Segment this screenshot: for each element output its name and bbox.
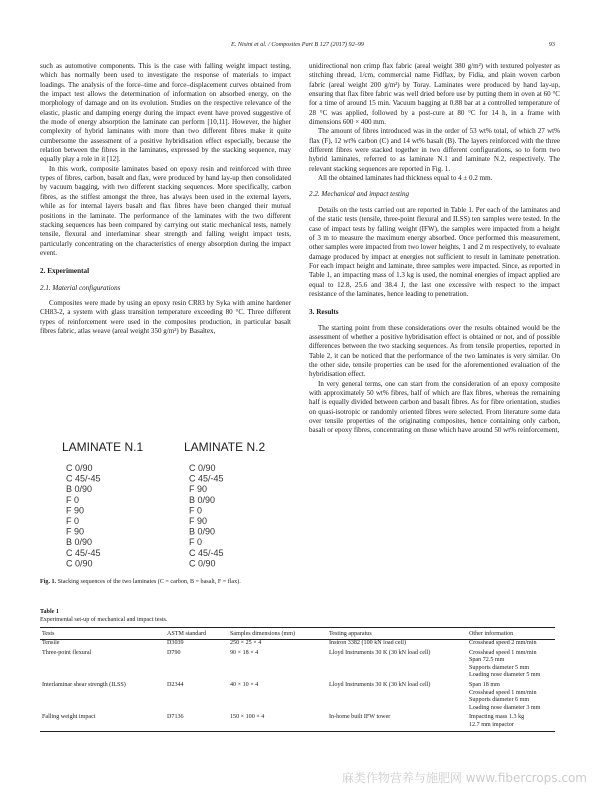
table-cell: D790 <box>167 649 181 656</box>
paragraph: In very general terms, one can start from the consideration of an epoxy composite with approximately 50 wt% fibres, half of which are flax fibres, whereas the remaining half is equally divided between carbon and basalt fibres. As for fibre orientation, studies on quasi-isotropic or randomly oriented fibres were selected. From literature some data over tensile properties of the originating composites, hence containing only carbon, basalt or epoxy fibres, concentrating on those which have around 50 wt% reinforcement, <box>309 379 560 435</box>
table-row <box>40 690 555 698</box>
layer-label: C 45/-45 <box>189 547 224 558</box>
paragraph: The starting point from these considerations over the results obtained would be the assessment of whether a positive hybridisation effect is obtained or not, and of possible differences between the two stacking sequences. As from tensile properties, reported in Table 2, it can be noticed that the performance of the two laminates is very similar. On the other side, tensile properties can be used for the aforementioned evaluation of the hybridisation effect. <box>309 323 560 379</box>
table-cell <box>165 657 228 665</box>
table-cell: Span 18 mm <box>469 681 500 688</box>
layer-label: B 0/90 <box>189 526 216 537</box>
table-row <box>40 665 555 673</box>
table-cell <box>40 657 165 665</box>
table-cell <box>228 665 327 673</box>
table-cell <box>165 690 228 698</box>
table-cell: 150 × 100 × 4 <box>230 714 265 721</box>
layer-label: B 0/90 <box>189 494 216 505</box>
table-cell <box>327 690 467 698</box>
paragraph: Details on the tests carried out are reported in Table 1. Per each of the laminates and of the static tests (tensile, three-point flexural and ILSS) ten samples were tested. In the case of impact tests by falling weight (IFW), the samples were impacted from a height of 3 m to measure the maximum energy absorbed. Once performed this measurement, other samples were impacted from two lower heights, 1 and 2 m respectively, to evaluate damage produced by impact at energies not sufficient to result in laminate penetration. For each impact height and laminate, three samples were impacted. Since, as reported in Table 1, an impacting mass of 1.3 kg is used, the nominal energies of impact applied are equal to 12.8, 25.6 and 38.4 J, the last one excessive with respect to the impact resistance of the laminates, hence leading to penetration. <box>309 205 560 298</box>
subsection-heading: 2.2. Mechanical and impact testing <box>309 190 410 199</box>
layer-label: F 90 <box>66 526 85 537</box>
table-cell <box>165 722 228 731</box>
table-cell: Falling weight impact <box>42 714 96 721</box>
page-number: 93 <box>548 41 555 48</box>
table-cell: 40 × 10 × 4 <box>230 681 259 688</box>
column-header: Testing apparatus <box>327 628 467 640</box>
figure-caption-text: Stacking sequences of the two laminates (C = carbon, B = basalt, F = flax). <box>57 579 241 585</box>
table-cell <box>40 705 165 713</box>
layer-label: F 0 <box>189 537 203 548</box>
table-cell <box>327 722 467 731</box>
table-cell <box>165 697 228 705</box>
table-cell <box>40 665 165 673</box>
layer-label: B 0/90 <box>66 484 93 495</box>
table-cell <box>228 705 327 713</box>
table-row <box>40 680 555 690</box>
table-cell <box>40 690 165 698</box>
layer-label: C 45/-45 <box>66 547 101 558</box>
layer-label: F 0 <box>66 494 80 505</box>
paragraph: In this work, composite laminates based on epoxy resin and reinforced with three types of fibres, carbon, basalt and flax, were produced by hand lay-up then consolidated by vacuum bagging, with two different stacking sequences. More specifically, carbon fibres, as the stiffest amongst the three, has always been used in the external layers, while as for internal layers basalt and flax fibres have been changed their mutual positions in the laminate. The performance of the laminates with the two different stacking sequences has been compared by carrying out static mechanical tests, namely tensile, flexural and interlaminar shear strength and falling weight impact tests, particularly concentrating on the characteristics of energy absorption during the impact event. <box>40 164 291 257</box>
table-cell: Three-point flexural <box>42 649 92 656</box>
table-cell <box>165 672 228 680</box>
table-cell: Crosshead speed 1 mm/min <box>469 689 537 696</box>
layer-label: F 0 <box>189 505 203 516</box>
table-row <box>40 648 555 658</box>
table-cell: Span 72.5 mm <box>469 657 505 664</box>
paragraph: such as automotive components. This is the case with falling weight impact testing, which has normally been used to investigate the response of materials to impact loadings. The analysis of the force–time and force–displacement curves obtained from the impact test allows the determination of information on absorbed energy, on the morphology of damage and on its evolution. Studies on the respective relevance of the elastic, plastic and damping energy during the impact event have proved suggestive of the mode of energy absorption the laminate can perform [10,11]. However, the higher complexity of hybrid laminates with more than two different fibres make it quite cumbersome the assessment of a positive hybridisation effect especially, because the relation between the fibres in the laminates, expressed by the stacking sequence, may equally play a role in it [12]. <box>40 62 291 164</box>
table-cell: Lloyd Instruments 30 K (30 kN load cell) <box>329 649 431 656</box>
laminate-1-layers <box>66 463 101 568</box>
table-cell: In-home built IFW tower <box>329 714 391 721</box>
table-row <box>40 722 555 731</box>
column-header: Samples dimensions (mm) <box>228 628 327 640</box>
laminate-2-layers <box>189 463 224 568</box>
running-header <box>40 41 555 53</box>
layer-label: C 45/-45 <box>66 473 101 484</box>
table-cell: D2344 <box>167 681 184 688</box>
figure-caption <box>40 579 292 587</box>
left-column <box>40 62 291 336</box>
watermark: 麻类作物营养与施肥网 www.fibercrops.com <box>341 771 587 785</box>
right-column <box>309 62 560 436</box>
paragraph: unidirectional non crimp flax fabric (areal weight 380 g/m²) with textured polyester as stitching thread, 1/cm, commercial name Fidflax, by Fidia, and plain woven carbon fabric (areal weight 200 g/m²) by Toray. Laminates were produced by hand lay-up, ensuring that flax fibre fabric was well dried before use by putting them in oven at 60 °C for a time of around 15 min. Vacuum bagging at 0.88 bar at a controlled temperature of 28 °C was applied, followed by a post-cure at 80 °C for 14 h, in a frame with dimensions 600 × 400 mm. <box>309 62 560 127</box>
table-row <box>40 657 555 665</box>
table-cell: Loading nose diameter 3 mm <box>469 704 541 711</box>
table-cell <box>40 722 165 731</box>
table-cell <box>165 665 228 673</box>
table-cell <box>165 705 228 713</box>
stacking-sequence-diagram <box>44 437 289 577</box>
column-header: Other information <box>467 628 555 640</box>
table-cell: Interlaminar shear strength (ILSS) <box>42 681 126 688</box>
table-cell <box>327 705 467 713</box>
table-row <box>40 640 555 648</box>
table-cell: D3039 <box>167 640 184 646</box>
layer-label: F 90 <box>189 484 208 495</box>
laminate-1-title: LAMINATE N.1 <box>62 440 144 454</box>
layer-label: F 0 <box>66 516 80 526</box>
table-1 <box>40 608 555 732</box>
table-cell <box>228 672 327 680</box>
table-cell <box>228 697 327 705</box>
table-cell <box>40 697 165 705</box>
table-cell <box>228 722 327 731</box>
column-header: Tests <box>40 628 165 640</box>
layer-label: C 0/90 <box>189 558 216 569</box>
paragraph: Composites were made by using an epoxy resin CR83 by Syka with amine hardener CH83-2, a system with glass transition temperature exceeding 80 °C. Three different types of reinforcement were used in the composites production, in particular basalt fibres fabric, atlas weave (areal weight 350 g/m²) by Basaltex, <box>40 298 291 335</box>
table-cell: Loading nose diameter 5 mm <box>469 672 541 679</box>
table-cell <box>40 672 165 680</box>
table-cell: Crosshead speed 2 mm/min <box>469 640 537 646</box>
table-cell <box>327 665 467 673</box>
table-cell: Crosshead speed 1 mm/min <box>469 649 537 656</box>
layer-label: F 90 <box>189 516 208 526</box>
table-cell <box>327 657 467 665</box>
table-cell <box>228 657 327 665</box>
table-cell: Instron 3382 (100 kN load cell) <box>329 640 407 646</box>
layer-label: B 0/90 <box>66 537 93 548</box>
layer-label: C 0/90 <box>189 463 216 473</box>
table-cell: Impacting mass 1.3 kg <box>469 714 525 721</box>
table-row <box>40 672 555 680</box>
column-header: ASTM standard <box>165 628 228 640</box>
table-header-row <box>40 628 555 640</box>
figure-stacking-sequences <box>44 437 289 585</box>
table-cell: Lloyd Instruments 30 K (30 kN load cell) <box>329 681 431 688</box>
table-cell <box>327 697 467 705</box>
table-subtitle: Experimental set-up of mechanical and impact tests. <box>40 617 168 623</box>
table-cell: D7136 <box>167 714 184 721</box>
table-cell: Tensile <box>42 640 60 646</box>
subsection-heading: 2.1. Material configurations <box>40 283 121 292</box>
table-cell: 12.7 mm impactor <box>467 722 555 731</box>
table-row <box>40 712 555 722</box>
table-cell <box>228 690 327 698</box>
table-cell: 90 × 18 × 4 <box>230 649 259 656</box>
laminate-2-title: LAMINATE N.2 <box>184 440 266 454</box>
table-cell: Supports diameter 5 mm <box>469 664 530 671</box>
table-row <box>40 697 555 705</box>
paragraph: The amount of fibres introduced was in the order of 53 wt% total, of which 27 wt% flax (F), 12 wt% carbon (C) and 14 wt% basalt (B). The layers reinforced with the three different fibres were stacked together in two different configurations, so to form two hybrid laminates, referred to as laminate N.1 and laminate N.2, respectively. The relevant stacking sequences are reported in Fig. 1. <box>309 127 560 173</box>
layer-label: C 45/-45 <box>189 473 224 484</box>
layer-label: C 0/90 <box>66 558 93 569</box>
journal-citation: E. Nisini et al. / Composites Part B 127 (2017) 92–99 <box>230 41 365 48</box>
table-cell: Supports diameter 6 mm <box>469 697 530 704</box>
section-heading: 3. Results <box>309 308 339 317</box>
layer-label: F 90 <box>66 505 85 516</box>
figure-label: Fig. 1. <box>40 579 57 585</box>
layer-label: C 0/90 <box>66 463 93 473</box>
table-cell: 250 × 25 × 4 <box>230 640 262 646</box>
experimental-setup-table <box>40 627 555 732</box>
section-heading: 2. Experimental <box>40 267 90 276</box>
paragraph: All the obtained laminates had thickness equal to 4 ± 0.2 mm. <box>318 174 493 183</box>
table-cell <box>327 672 467 680</box>
table-title: Table 1 <box>40 609 59 615</box>
table-row <box>40 705 555 713</box>
